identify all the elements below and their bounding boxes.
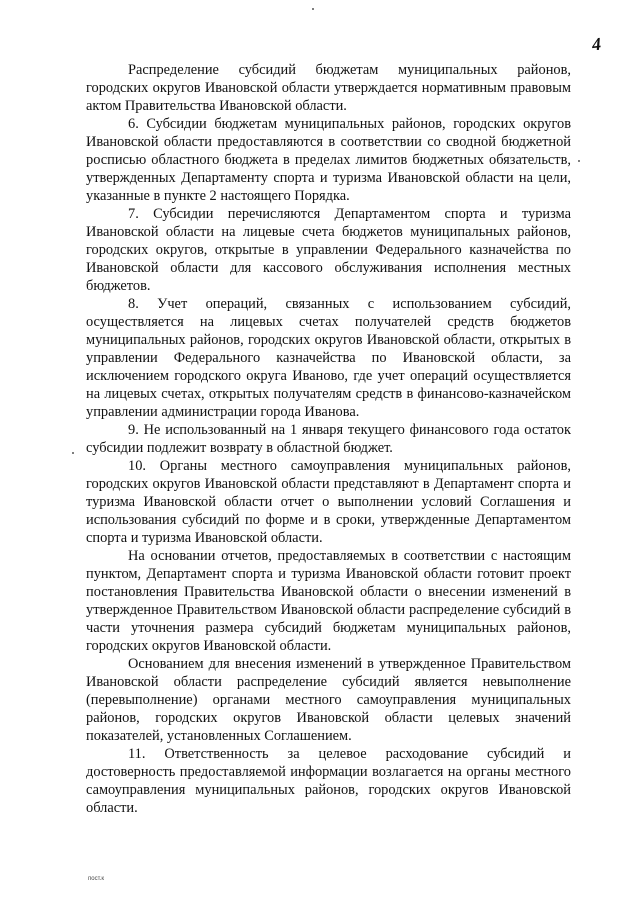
scan-speck — [72, 452, 74, 454]
paragraph-item-6: 6. Субсидии бюджетам муниципальных районов, городских округов Ивановской области предоставляются в соответствии со сводной бюджетной росписью областного бюджета в пределах лимитов бюджетных обязательств, утвержденных Департаменту спорта и туризма Ивановской области на цели, указанные в пункте 2 настоящего Порядка. — [86, 116, 571, 204]
paragraph-item-9: 9. Не использованный на 1 января текущего финансового года остаток субсидии подлежит возврату в областной бюджет. — [86, 422, 571, 456]
scan-speck — [578, 160, 580, 162]
page-number: 4 — [590, 33, 602, 55]
paragraph-reports: На основании отчетов, предоставляемых в соответствии с настоящим пунктом, Департамент спорта и туризма Ивановской области готовит проект постановления Правительства Ивановской области о внесении изменений в утвержденное Правительством Ивановской области распределение субсидий в части уточнения размера субсидий бюджетам муниципальных районов, городских округов Ивановской области. — [86, 548, 571, 654]
paragraph-item-10: 10. Органы местного самоуправления муниципальных районов, городских округов Ивановской области представляют в Департамент спорта и туризма Ивановской области отчет о выполнении условий Соглашения и использования субсидий по форме и в сроки, утвержденные Департаментом спорта и туризма Ивановской области. — [86, 458, 571, 546]
footer-mark: пост.к — [88, 876, 104, 882]
document-body — [86, 61, 571, 817]
paragraph-item-7: 7. Субсидии перечисляются Департаментом спорта и туризма Ивановской области на лицевые счета бюджетов муниципальных районов, городских округов, открытые в управлении Федерального казначейства по Ивановской области для кассового обслуживания исполнения местных бюджетов. — [86, 206, 571, 294]
paragraph-distribution: Распределение субсидий бюджетам муниципальных районов, городских округов Ивановской области утверждается нормативным правовым актом Правительства Ивановской области. — [86, 62, 571, 114]
scan-speck — [312, 8, 314, 10]
paragraph-item-8: 8. Учет операций, связанных с использованием субсидий, осуществляется на лицевых счетах получателей средств бюджетов муниципальных районов, городских округов Ивановской области, открытых в управлении Федерального казначейства по Ивановской области, за исключением городского округа Иваново, где учет операций осуществляется на лицевых счетах, открытых получателям средств в финансово-казначейском управлении администрации города Иванова. — [86, 296, 571, 420]
paragraph-grounds: Основанием для внесения изменений в утвержденное Правительством Ивановской области распределение субсидий является невыполнение (перевыполнение) органами местного самоуправления муниципальных районов, городских округов Ивановской области целевых значений показателей, установленных Соглашением. — [86, 656, 571, 744]
paragraph-item-11: 11. Ответственность за целевое расходование субсидий и достоверность предоставляемой информации возлагается на органы местного самоуправления муниципальных районов, городских округов Ивановской области. — [86, 746, 571, 816]
